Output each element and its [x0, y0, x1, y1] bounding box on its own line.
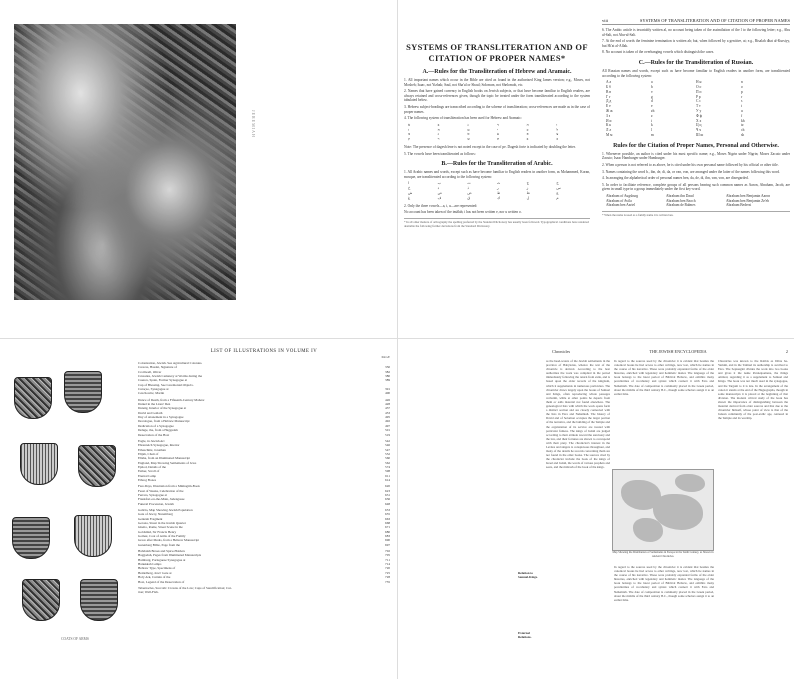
list-item-title: Day of Atonement in a Synagogue: [138, 415, 184, 420]
arabic-letter: غ: [408, 195, 411, 200]
margin-note: Relation to Samuel-Kings.: [518, 571, 538, 579]
russian-table: [606, 80, 786, 138]
list-item-page: 542: [385, 438, 390, 443]
coats-of-arms-caption: COATS OF ARMS: [61, 637, 89, 641]
list-item: [138, 590, 390, 594]
list-item-page: 426: [385, 397, 390, 402]
illustrations-spread: [0, 339, 396, 679]
list-item-page: 380: [385, 374, 390, 379]
russian-letter: Ж ж: [606, 108, 613, 113]
rule-paragraph: 1. All Arabic names and words, except such as have become familiar to English readers in another form, as Mohammed, Koran, mosque, are transliterated according to the following system:: [404, 170, 590, 179]
name-entry: Abraham ben Benjamin Aaron: [726, 193, 771, 198]
section-a-note: Note: The presence of dagesh lene is not noted except in the case of pe. Dagesh forte is indicated by doubling the letter.: [404, 144, 576, 149]
list-item-title: Goldsmid, Sir Francis Henry: [138, 529, 177, 534]
russian-letter: Л л: [606, 128, 612, 133]
page-column-header: PAGE: [381, 355, 390, 359]
russian-letter: Ч ч: [696, 128, 702, 133]
russian-letter: У у: [696, 108, 702, 113]
map-landmass: [633, 518, 663, 542]
list-item-title: Dance of Death, from a Fifteenth-Century Mahzor: [138, 397, 205, 402]
list-item-page: 735: [385, 579, 390, 584]
section-a-heading: A.—Rules for the Transliteration of Hebrew and Aramaic.: [422, 69, 572, 75]
list-item-title: Heidelberg, Jews' Gate at: [138, 570, 172, 575]
list-item-page: 655: [385, 512, 390, 517]
rule-paragraph: 2. Names that have gained currency in English books on Jewish subjects, or that have become familiar to English readers, are always retained and cross-references given, though the topic be treated under the form transliterated according to the system tabulated below.: [404, 89, 590, 103]
list-item-title: Gomez, Coat of Arms of the Family: [138, 534, 186, 539]
map-caption: Map Showing the Distribution of Settlements in Europe in the Tenth Century, as Shown in Ancient Chronicles.: [612, 551, 714, 558]
arabic-letter: ب: [437, 181, 442, 186]
hebrew-letter: ס: [467, 132, 470, 137]
hebrew-letter: ד: [496, 122, 499, 127]
hebrew-letter: צ: [556, 132, 559, 137]
name-entry: Abraham ben Benjamin Ze'eb: [726, 198, 770, 203]
russian-letter: m: [651, 132, 654, 137]
russian-letter: u: [741, 108, 743, 113]
arabic-letter: م: [556, 195, 559, 200]
arabic-letter: ت: [467, 181, 471, 186]
left-footnote: * In all other matters of orthography the spelling preferred by the Standard Dictionary has usually been followed. Typographical conditions have rendered desirable the following further deviations from the Standard Dictionary.: [404, 219, 589, 228]
list-item: [138, 580, 390, 584]
russian-letter: П п: [696, 89, 702, 94]
russian-letter: С с: [696, 99, 701, 104]
transliteration-page-left: [404, 4, 590, 334]
list-item-page: 391: [385, 387, 390, 392]
russian-letter: О о: [696, 84, 702, 89]
arabic-letter: ك: [496, 195, 500, 200]
russian-letter: g: [651, 94, 653, 99]
hebrew-table: [408, 123, 586, 142]
russian-letter: tz: [741, 123, 744, 128]
list-item-title: Dedication of a Synagogue: [138, 423, 174, 428]
list-item-page: 702: [385, 549, 390, 554]
russian-letter: Ц ц: [696, 123, 702, 128]
list-item-title: Deluge, the, from a Haggadah: [138, 428, 178, 433]
names-table: [606, 194, 786, 208]
hebrew-letter: ש: [467, 137, 470, 142]
arabic-table: [408, 181, 586, 200]
list-item-title: Daniel in the Lions' Den: [138, 402, 171, 407]
list-item-page: 495: [385, 415, 390, 420]
section-b-heading: B.—Rules for the Transliteration of Arabic.: [441, 161, 553, 168]
rule-paragraph: 1. All important names which occur in the Bible are cited as found in the authorized King James version; e.g., Moses, not Mosheh; Isaac, not Yizhak; Saul, not Sha'ul or Shaul; Solomon, not Shelomoh, etc.: [404, 78, 590, 87]
list-item-title: Crescas, Hasdai, Signature of: [138, 365, 177, 370]
list-item-page: 690: [385, 538, 390, 543]
russian-letter: t: [741, 104, 742, 109]
list-item-page: 653: [385, 508, 390, 512]
section-b-note: 2. Only the three vowels—a, i, u—are represented:: [404, 203, 478, 208]
arabic-letter: ظ: [526, 190, 530, 195]
list-item-page: 728: [385, 575, 390, 580]
russian-letter: l: [651, 128, 652, 133]
list-item-title: Grace after Meals, from a Hebrew Manuscript: [138, 538, 200, 543]
list-item-title: Colonization, Jewish. See Agricultural Colonies.: [138, 361, 203, 365]
name-entry: Abraham Bedersi: [726, 203, 752, 208]
russian-letter: З з: [606, 113, 611, 118]
list-item: [138, 502, 390, 506]
running-head: [602, 18, 790, 25]
coat-of-arms: [20, 443, 58, 485]
list-of-illustrations: [138, 349, 390, 669]
list-item-title: Desecration of the Host: [138, 432, 170, 437]
coat-of-arms: [78, 445, 116, 487]
list-item-page: 611: [385, 473, 390, 478]
coats-of-arms-plate: [0, 347, 132, 652]
list-item-page: 725: [385, 570, 390, 575]
coat-of-arms: [12, 517, 50, 559]
rule-paragraph: 2. When a person is not referred to as above, he is cited under his own personal name followed by his official or other title.: [602, 162, 779, 167]
list-item-page: 697: [385, 542, 390, 547]
list-item-title: Ferrara, Synagogue at: [138, 492, 168, 497]
rule-paragraph: 8. No account is taken of the overhanging vowels which distinguish the cases.: [602, 50, 715, 55]
hebrew-letter: ע: [496, 132, 500, 137]
arabic-rules-continued: [602, 28, 790, 55]
hebrew-letter: כ: [556, 137, 559, 142]
running-head-left: Chronicles: [552, 349, 571, 354]
hebrew-letter: כ: [526, 127, 529, 132]
list-item-title: Haggadah, Pages from Illuminated Manuscripts: [138, 553, 202, 558]
list-item-page: 671: [385, 525, 390, 530]
russian-letter: В в: [606, 89, 611, 94]
arabic-letter: ث: [496, 181, 501, 186]
transliteration-spread: [398, 0, 794, 338]
coat-of-arms: [80, 579, 118, 621]
russian-letter: Т т: [696, 104, 701, 109]
rule-paragraph: 3. Hebrew subject-headings are transcribed according to the scheme of transliteration; cross-references are made as in the case of proper names.: [404, 104, 590, 114]
arabic-letter: خ: [408, 186, 411, 191]
list-item: [138, 391, 390, 395]
hebrew-letter: ח: [437, 127, 440, 132]
list-item-page: 350: [385, 365, 390, 370]
rule-paragraph: 3. Names containing the word b., ibn, de, di, da, or van, von, are arranged under the latter of the names following this word.: [602, 169, 780, 174]
russian-letter: s: [741, 99, 743, 104]
russian-letter: z: [651, 113, 653, 118]
list-item-page: 497: [385, 423, 390, 428]
coat-of-arms: [74, 515, 112, 557]
list-item-title: David and Goliath: [138, 410, 163, 415]
list-item-title: Gerona, Street in the Jewish Quarter: [138, 521, 186, 526]
list-item-page: 636: [385, 497, 390, 502]
list-item-title: Funeral Procession, Jewish: [138, 501, 174, 506]
russian-letter: Б б: [606, 84, 611, 89]
europe-map: [612, 469, 714, 551]
list-item-page: 560: [385, 456, 390, 461]
list-item-title: Decalogue, from a Hebrew Manuscript: [138, 419, 190, 424]
list-item-page: 668: [385, 521, 390, 526]
hebrew-letter: י: [496, 127, 498, 132]
list-item-title: Galicia, Map Showing Jewish Population: [138, 508, 193, 512]
list-item-page: 547: [385, 447, 390, 452]
list-item-title: Gutenberg Bible, Page from the: [138, 542, 180, 547]
list-item-page: 400: [385, 391, 390, 396]
section-c-heading: C.—Rules for the Transliteration of Russian.: [638, 59, 754, 66]
section-d-heading: Rules for the Citation of Proper Names, Personal and Otherwise.: [613, 142, 779, 149]
list-item-page: 428: [385, 402, 390, 407]
encyclopedia-running-head: [552, 349, 788, 354]
list-item-title: Genizah Fragment: [138, 516, 163, 521]
list-item-page: [372, 590, 390, 594]
list-item-title: Tabernacles, Succoth: Crowns of the Law; Cups of Sanctification; Cut-: [138, 585, 232, 590]
hebrew-letter: א: [408, 122, 411, 127]
russian-letter: Х х: [696, 118, 702, 123]
list-item-title: Elijah, Chair of: [138, 451, 159, 456]
right-footnote: * When the name is used as a family name it is written ben.: [602, 211, 790, 217]
section-c-intro: All Russian names and words, except such as have become familiar to English readers in another form, are transliterated according to the following system:: [602, 68, 790, 78]
coat-of-arms: [22, 579, 60, 621]
rule-paragraph: 5. In order to facilitate reference, complete groups of all persons bearing such common names as Aaron, Abraham, Jacob, are given in small type in a group immediately under the first key-word.: [602, 182, 790, 192]
hebrew-letter: ט: [467, 127, 470, 132]
hebrew-letter: ה: [526, 122, 529, 127]
russian-letter: f: [741, 113, 743, 118]
russian-letter: Е е: [606, 104, 611, 109]
frontispiece-engraving: [14, 24, 236, 300]
frontispiece-spine-label: JEREMIAH: [251, 110, 256, 138]
hebrew-letter: ת: [496, 137, 500, 142]
rule-paragraph: 7. At the end of words the feminine termination is written ah; but, when followed by a genitive, at; e.g., Risalah dhat al-Kursiyy, but Hi'at al-Aflak.: [602, 39, 790, 48]
hebrew-letter: ז: [408, 127, 410, 132]
arabic-letter: د: [437, 186, 440, 191]
arabic-letter: ق: [467, 195, 471, 200]
running-head-center: THE JEWISH ENCYCLOPEDIA: [649, 349, 707, 354]
russian-letter: a: [651, 80, 653, 85]
russian-letter: b: [651, 84, 653, 89]
russian-letter: n: [741, 80, 743, 85]
arabic-letter: ص: [437, 190, 443, 195]
map-landmass: [675, 474, 705, 492]
list-item-page: 711: [385, 557, 390, 562]
list-item-page: 552: [385, 451, 390, 456]
list-item-title: Frankfort-on-the-Main, Judengasse: [138, 497, 185, 502]
russian-letter: М м: [606, 132, 613, 137]
list-item-page: 453: [385, 410, 390, 415]
list-item-page: 382: [385, 369, 390, 374]
list-item-title: Esther, Scroll of: [138, 469, 160, 474]
list-item-page: 714: [385, 562, 390, 567]
arabic-letter: ذ: [467, 186, 469, 191]
russian-letter: v: [651, 89, 653, 94]
list-item-title: Cup of Blessing. See Ceremonial Objects.: [138, 382, 194, 387]
russian-letter: o: [741, 84, 743, 89]
russian-letter: p: [741, 89, 743, 94]
list-item-page: 631: [385, 492, 390, 497]
arabic-letter: ل: [526, 195, 530, 200]
list-item-page: 389: [385, 378, 390, 383]
column-right: Chronicles was known to the Rabbis as Dibre ha-Yamim, and in the Talmud its authorship is ascribed to Ezra. The Septuagint divides the work into two books and gives it the name Paraleipomena, the things omitted, regarding it as a supplement to Samuel and Kings. The book was not much used in the synagogue, and the Targum to it is late. In the arrangement of the canon it stands at the end of the Hagiographa, though in some manuscripts it is placed at the beginning of that division. The modern critical study of the book has shown the importance of distinguishing between the material derived from older sources and that due to the chronicler himself, whose point of view is that of the Judean community of the post-exilic age, centered in the Temple and its worship.: [718, 359, 788, 421]
list-item-title: Cuenca, Spain, Former Synagogue at: [138, 378, 188, 383]
list-item-page: 620: [385, 484, 390, 489]
list-item-title: Curaçao, Synagogue at: [138, 387, 169, 392]
hebrew-letter: ק: [408, 137, 410, 142]
list-item-title: Hebrew Type, Specimens of: [138, 566, 176, 571]
list-item-page: 598: [385, 469, 390, 474]
russian-letter: r: [741, 94, 743, 99]
russian-letter: i: [651, 118, 652, 123]
list-item-page: 501: [385, 428, 390, 433]
rule-paragraph: 1. Whenever possible, an author is cited under his most specific name; e.g., Moses Nigrin under Nigrin; Moses Zacuto under Zacuto; Isaac Hamburger under Hamburger.: [602, 151, 790, 161]
name-entry: Abraham de Balmes: [666, 203, 696, 208]
russian-letter: Д д: [606, 99, 612, 104]
arabic-letter: ر: [496, 186, 499, 191]
arabic-letter: ف: [437, 195, 442, 200]
margin-note: External Relations.: [518, 631, 532, 639]
arabic-letter: ج: [526, 181, 529, 186]
rule-paragraph: 6. The Arabic article is invariably written al, no account being taken of the assimilation of the l to the following letter; e.g., Abu al-Salt, not Abu-al-Salt.: [602, 28, 790, 37]
hebrew-letter: ב: [437, 122, 440, 127]
russian-letter: e: [651, 104, 653, 109]
section-b-end: No account has been taken of the imâlah; i has not been written e, nor u written o.: [404, 210, 522, 215]
russian-letter: Ш ш: [696, 132, 704, 137]
list-item-title: Cromwell, Oliver: [138, 369, 162, 374]
list-item-title: Danzig, Interior of the Synagogue at: [138, 406, 187, 411]
list-item-title: Habdalah Boxes and Spice-Holders: [138, 549, 185, 554]
coat-of-arms: [64, 371, 102, 413]
arabic-letter: ح: [556, 181, 559, 186]
list-item-title: England, Map Showing Settlements of Jews: [138, 460, 197, 465]
list-item-page: 648: [385, 501, 390, 506]
section-a-vowels: 5. The vowels have been transliterated as follows:: [404, 151, 476, 156]
list-item-page: 720: [385, 566, 390, 571]
hebrew-letter: פ: [526, 132, 529, 137]
list-item: [138, 478, 390, 482]
list-item-page: 683: [385, 534, 390, 539]
arabic-letter: ع: [556, 190, 559, 195]
russian-letter: kh: [741, 118, 745, 123]
transliteration-page-right: [602, 4, 790, 334]
list-item-title: Host, Legend of the Desecration of: [138, 579, 185, 584]
hebrew-letter: ו: [556, 122, 558, 127]
column-middle: In regard to the sources used by the chronicler it is evident that besides the canonical books he had access to other writings, now lost, which he names in the course of his narrative. These were probably expanded forms of the older histories, enriched with legendary and homiletic matter. The language of the book belongs to the latest period of Biblical Hebrew, and exhibits many peculiarities of vocabulary and syntax which connect it with Ezra and Nehemiah. The date of composition is commonly placed in the Greek period, about the middle of the third century B.C., though some scholars assign it to an earlier time.: [614, 359, 714, 396]
list-item: [138, 543, 390, 547]
hebrew-letter: ב: [526, 137, 529, 142]
transliteration-title: SYSTEMS OF TRANSLITERATION AND OF CITATION OF PROPER NAMES*: [406, 42, 588, 63]
column-middle-lower: In regard to the sources used by the chronicler it is evident that besides the canonical books he had access to other writings, now lost, which he names in the course of his narrative. These were probably expanded forms of the older histories, enriched with legendary and homiletic matter. The language of the book belongs to the latest period of Biblical Hebrew, and exhibits many peculiarities of vocabulary and syntax which connect it with Ezra and Nehemiah. The date of composition is commonly placed in the Greek period, about the middle of the third century B.C., though some scholars assign it to an earlier time.: [614, 565, 714, 602]
list-item-title: Ehrenreich Synagogue, Interior: [138, 443, 180, 448]
list-item-title: Crusades, Jewish Cemetery at Worms during the: [138, 374, 203, 379]
russian-letter: k: [651, 123, 653, 128]
running-head-title: SYSTEMS OF TRANSLITERATION AND OF CITATION OF PROPER NAMES: [639, 18, 790, 23]
list-item: [138, 433, 390, 437]
list-item-title: Fast-Days, Illustration from a Minhagim-Book: [138, 484, 200, 489]
section-b-paragraphs: [404, 170, 590, 179]
list-item-title: Eagle, in Jewish Art: [138, 438, 165, 443]
list-item-title: Feast of Weeks, Celebration of the: [138, 488, 184, 493]
list-item-title: Elisha, from an Illuminated Manuscript: [138, 456, 191, 461]
list-item-title: Hanukkah Lamps: [138, 562, 162, 567]
list-item-page: 546: [385, 443, 390, 448]
arabic-letter: ش: [408, 190, 413, 195]
encyclopedia-page: [398, 339, 794, 679]
list-item-page: 492: [385, 419, 390, 424]
list-item-page: 705: [385, 553, 390, 558]
russian-letter: sh: [741, 132, 745, 137]
arabic-letter: ز: [526, 186, 529, 191]
list-item-title: Ethrog Boxes: [138, 477, 157, 482]
arabic-letter: ض: [467, 190, 472, 195]
russian-letter: К к: [606, 123, 612, 128]
running-head-right: 2: [785, 349, 788, 354]
list-item-title: Gate of Jewry, Nuremberg: [138, 512, 173, 517]
hebrew-letter: מ: [408, 132, 411, 137]
russian-letter: zh: [651, 108, 655, 113]
list-item-title: Holy Ark, Curtain of the: [138, 575, 171, 580]
citation-rules: [602, 152, 790, 192]
list-item-page: 680: [385, 529, 390, 534]
running-head-page: viii: [602, 18, 609, 23]
name-entry: Abraham ben Enoch: [666, 198, 696, 203]
name-entry: Abraham ibn Daud: [666, 193, 694, 198]
russian-letter: d: [651, 99, 653, 104]
list-item-page: 574: [385, 464, 390, 469]
column-left: as the head-waters of the Jewish settlements in the province of Babylonia, whence the text of the chronicle is derived. According to the best authorities the work was compiled in the period immediately following the return from exile, and is based upon the older records of the kingdom, which it supplements in numerous particulars. The chronicler draws largely upon the books of Samuel and Kings, often reproducing whole passages verbatim, while at other points he departs from them or adds material not found elsewhere. The genealogical lists with which the work opens form a distinct section and are closely connected with the lists in Ezra and Nehemiah. The history of David and of Solomon occupies the larger portion of the narrative, and the building of the Temple and the organization of its service are treated with particular fulness. The kings of Judah are judged according to their attitude toward the sanctuary and the law, and their fortunes are shown to correspond with their piety. The chronicler's interest in the Levites and singers is conspicuous throughout, and many of the details he records concerning them are not found in the older books. The sources cited by the chronicler include the book of the kings of Israel and Judah, the words of various prophets and seers, and the midrash of the book of the kings.: [546, 359, 610, 470]
name-entry: Abraham of Augsburg: [606, 193, 639, 198]
arabic-letter: ا: [408, 181, 409, 186]
list-item-page: 614: [385, 477, 390, 482]
illustrations-title: LIST OF ILLUSTRATIONS IN VOLUME IV: [210, 349, 318, 354]
illustrations-rows: [138, 361, 390, 595]
arabic-letter: س: [556, 186, 561, 191]
list-item-title: Ghetto, Rome, Street Scene in the: [138, 525, 183, 530]
russian-letter: Р р: [696, 94, 701, 99]
hebrew-letter: ר: [437, 137, 440, 142]
hebrew-letter: ל: [556, 127, 559, 132]
list-item-title: Eternal Lamp: [138, 473, 157, 478]
list-item-title: Hamburg, Portuguese Synagogue at: [138, 557, 186, 562]
russian-letter: ch: [741, 128, 745, 133]
section-a-paragraphs: [404, 78, 590, 121]
coat-of-arms: [14, 377, 52, 419]
hebrew-letter: ג: [467, 122, 469, 127]
list-item-page: 519: [385, 432, 390, 437]
russian-letter: И и: [606, 118, 612, 123]
rule-paragraph: 4. In arranging the alphabetical order of personal names ben, da, de, di, ibn, van, von, are disregarded.: [602, 176, 749, 181]
list-item-page: 663: [385, 516, 390, 521]
name-entry: Abraham ben Azriel: [606, 203, 636, 208]
russian-letter: Г г: [606, 94, 611, 99]
list-item-page: 562: [385, 460, 390, 465]
name-entry: Abraham of Avila: [606, 198, 632, 203]
frontispiece-sheet: [0, 0, 396, 338]
rule-paragraph: 4. The following system of transliteration has been used for Hebrew and Aramaic:: [404, 116, 522, 121]
list-item-title: Ephod, Details of the: [138, 464, 167, 469]
russian-letter: Ф ф: [696, 113, 703, 118]
list-item-title: tion; Wall-Fish.: [138, 590, 159, 595]
hebrew-letter: נ: [437, 132, 439, 137]
arabic-letter: ط: [496, 190, 501, 195]
russian-letter: А а: [606, 80, 612, 85]
list-item-page: 623: [385, 488, 390, 493]
russian-letter: Н н: [696, 80, 702, 85]
list-item-title: Eibeschütz, Jonathan: [138, 447, 166, 452]
list-item-title: Czechowitz, Martin: [138, 391, 165, 396]
list-item-page: 437: [385, 406, 390, 411]
